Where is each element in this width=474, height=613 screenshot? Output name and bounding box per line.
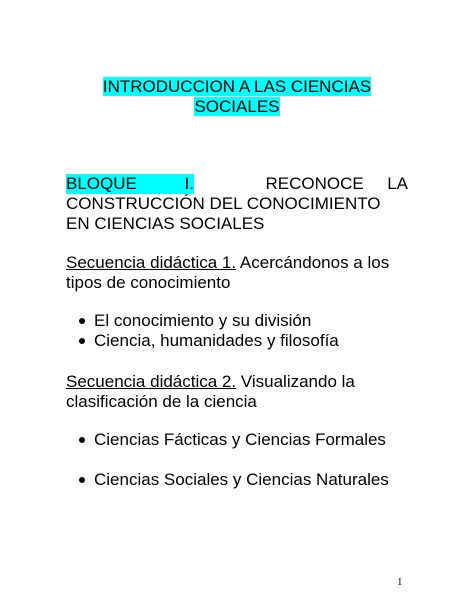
block-heading-line-3: EN CIENCIAS SOCIALES (66, 214, 265, 233)
list-item-text: El conocimiento y su división (94, 311, 312, 330)
title-line-2-text: SOCIALES (194, 97, 280, 116)
bullet-icon (79, 437, 85, 443)
bullet-icon (79, 318, 85, 324)
page-number: 1 (397, 576, 403, 588)
sequence-1-title-part2: tipos de conocimiento (66, 273, 231, 292)
sequence-1-title-part1: Acercándonos a los (236, 253, 390, 272)
sequence-1-heading (66, 253, 408, 273)
block-article: LA (387, 174, 408, 193)
sequence-2-title-part2: clasificación de la ciencia (66, 392, 257, 411)
title-line-2 (66, 97, 408, 117)
list-item-text: Ciencias Sociales y Ciencias Naturales (94, 470, 389, 489)
block-label: BLOQUE (66, 174, 137, 193)
sequence-2-title-part1: Visualizando la (236, 372, 355, 391)
block-verb: RECONOCE (265, 174, 364, 193)
sequence-2-label: Secuencia didáctica 2. (66, 372, 237, 391)
title-line-1-text: INTRODUCCION A LAS CIENCIAS (102, 77, 372, 96)
sequence-2-heading (66, 372, 408, 392)
block-heading-line-1 (66, 174, 408, 194)
bullet-icon (79, 477, 85, 483)
sequence-1-label: Secuencia didáctica 1. (66, 253, 237, 272)
block-number: I. (184, 174, 194, 193)
list-item-text: Ciencias Fácticas y Ciencias Formales (94, 430, 386, 449)
list-item-text: Ciencia, humanidades y filosofía (94, 331, 339, 350)
bullet-icon (79, 338, 85, 344)
block-label-highlight (66, 174, 194, 194)
title-line-1 (66, 77, 408, 97)
block-heading-line-2: CONSTRUCCIÓN DEL CONOCIMIENTO (66, 194, 381, 213)
